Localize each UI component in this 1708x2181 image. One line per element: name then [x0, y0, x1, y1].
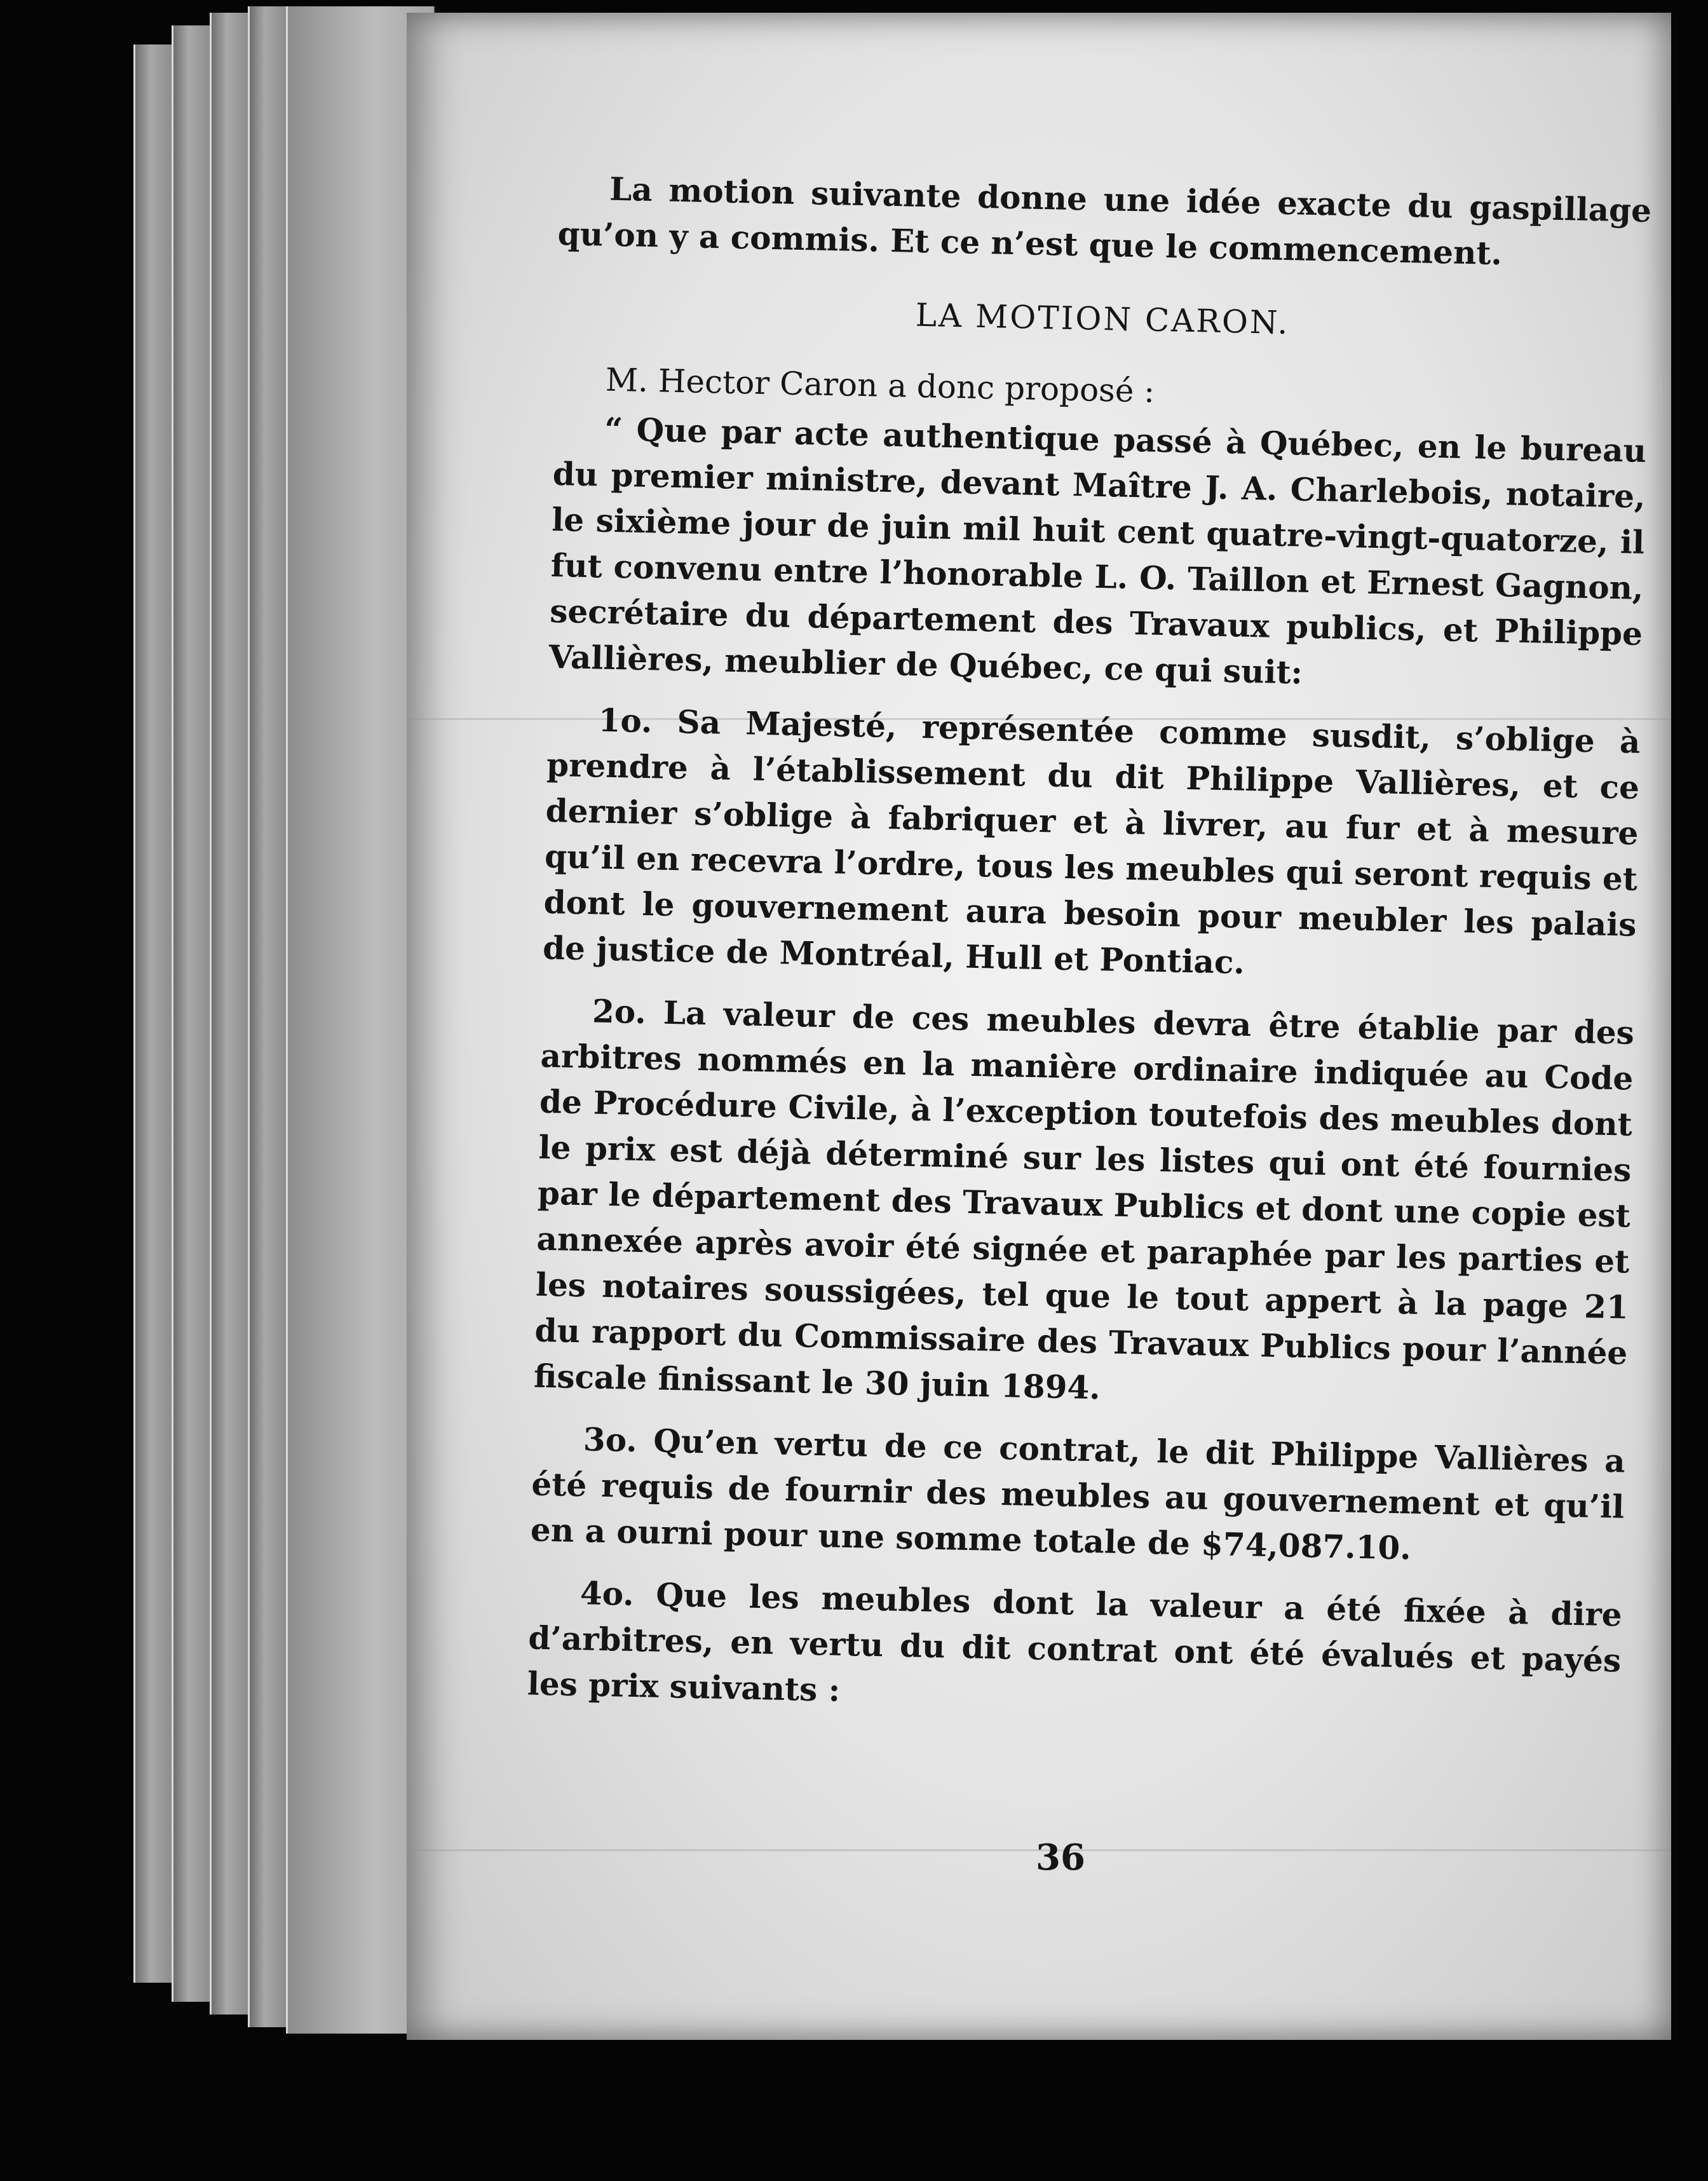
- item-1-paragraph: 1o. Sa Majesté, représentée comme susdit, s’oblige à prendre à l’établissement du dit Philippe Vallières, et ce dernier s’oblige à fabriquer et à livrer, au fur et à mesure qu’il en recevra l’ordre, tous les meubles qui seront requis et dont le gouvernement aura besoin pour meubler les palais de justice de Montréal, Hull et Pontiac.: [542, 701, 1641, 981]
- page-text-block: [527, 165, 1651, 1729]
- intro-line: M. Hector Caron a donc proposé :: [605, 361, 1155, 410]
- section-heading: LA MOTION CARON.: [915, 296, 1290, 342]
- quote-paragraph: “ Que par acte authentique passé à Québec, en le bureau du premier ministre, devant Maître J. A. Charlebois, notaire, le sixième jour de juin mil huit cent quatre-vingt-quatorze, il fut convenu entre l’honorable L. O. Taillon et Ernest Gagnon, secrétaire du département des Travaux publics, et Philippe Vallières, meublier de Québec, ce qui suit:: [548, 410, 1647, 691]
- page-edge-layer: [133, 44, 175, 1983]
- page-edge-layer: [210, 13, 251, 2015]
- page-edge-layer: [172, 25, 213, 2002]
- item-2-paragraph: 2o. La valeur de ces meubles devra être établie par des arbitres nommés en la manière ordinaire indiquée au Code de Procédure Civile, à l’exception toutefois des meubles dont le prix est déjà déterminé sur les listes qui ont été fournies par le département des Travaux Publics et dont une copie est annexée après avoir été signée et paraphée par les parties et les notaires soussigées, tel que le tout appert à la page 21 du rapport du Commissaire des Travaux Publics pour l’année fiscale finissant le 30 juin 1894.: [533, 992, 1635, 1407]
- item-3-paragraph: 3o. Qu’en vertu de ce contrat, le dit Philippe Vallières a été requis de fournir des meubles au gouvernement et qu’il en a ourni pour une somme totale de $74,087.10.: [530, 1420, 1626, 1567]
- item-4-paragraph: 4o. Que les meubles dont la valeur a été fixée à dire d’arbitres, en vertu du dit contrat ont été évalués et payés les prix suivants :: [527, 1574, 1623, 1709]
- page-number: 36: [1036, 1837, 1085, 1879]
- opening-paragraph: La motion suivante donne une idée exacte du gaspillage qu’on y a commis. Et ce n’est que le commencement.: [557, 170, 1652, 273]
- page-edge-layer: [248, 6, 289, 2027]
